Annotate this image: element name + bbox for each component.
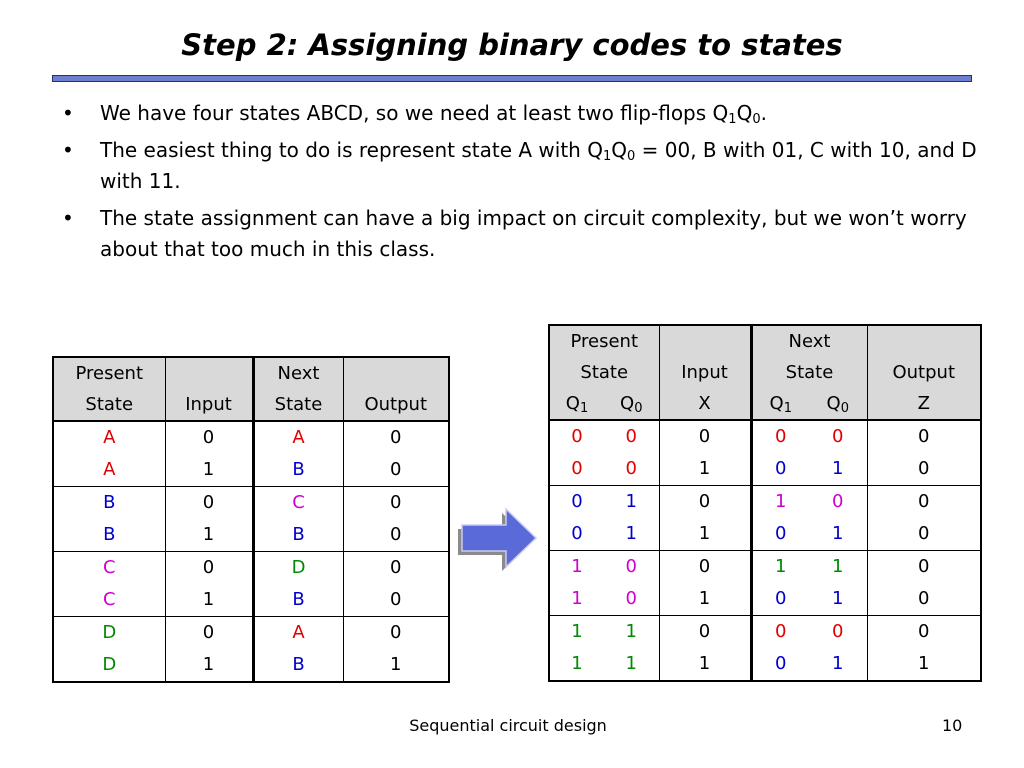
output-z-cell: 0: [867, 453, 981, 486]
bullet-dot: •: [62, 138, 74, 162]
table-row: [549, 648, 981, 681]
next-q1-cell: 0: [775, 426, 787, 447]
symbolic-state-table: [52, 356, 450, 683]
output-z-cell: 0: [918, 426, 930, 447]
output-cell: 0: [390, 622, 402, 643]
table-row: [53, 617, 449, 650]
table-row: [53, 421, 449, 454]
input-cell: 0: [165, 487, 253, 520]
header-q0: $Q_0$: [604, 388, 659, 420]
present-state-cell: B: [53, 487, 165, 520]
present-state-cell: C: [53, 584, 165, 617]
header-next: Next: [253, 357, 343, 389]
output-cell: 0: [390, 427, 402, 448]
table-row: [549, 616, 981, 649]
binary-state-table: [548, 324, 982, 682]
q0-cell: 1: [604, 518, 659, 551]
header-input: Input: [165, 389, 253, 421]
next-q0-cell: 1: [809, 583, 867, 616]
right-arrow-icon: [456, 503, 540, 573]
table-row: [549, 518, 981, 551]
next-q1-cell: 0: [751, 453, 809, 486]
next-state-cell: B: [253, 649, 343, 682]
header-output: Output: [343, 389, 449, 421]
output-z-cell: 0: [918, 491, 930, 512]
bullet-2-text: The easiest thing to do is represent state A with Q: [100, 138, 603, 162]
input-x-cell: 1: [659, 518, 751, 551]
q1-cell: 0: [571, 491, 583, 512]
input-x-cell: 1: [659, 648, 751, 681]
header-blank: [867, 325, 981, 357]
q1-cell: 0: [549, 453, 604, 486]
bullet-list: [62, 98, 982, 271]
present-state-cell: C: [53, 552, 165, 585]
present-state-cell: D: [53, 617, 165, 650]
input-x-cell: 0: [659, 486, 751, 519]
next-q0-cell: 1: [809, 551, 867, 584]
footer-title: Sequential circuit design: [409, 716, 607, 735]
output-z-cell: 0: [918, 621, 930, 642]
next-state-cell: B: [253, 584, 343, 617]
header-next-q1: $Q_1$: [751, 388, 809, 420]
bullet-1: [62, 98, 982, 129]
header-blank: [343, 357, 449, 389]
input-cell: 1: [165, 519, 253, 552]
present-state-cell: D: [53, 649, 165, 682]
table-row: [53, 649, 449, 682]
q0-cell: 0: [604, 420, 659, 453]
output-cell: 1: [390, 654, 402, 675]
subscript: 0: [626, 149, 636, 164]
next-q1-cell: 0: [751, 518, 809, 551]
next-q0-cell: 0: [809, 420, 867, 453]
header-next-state: State: [253, 389, 343, 421]
table-row: [53, 487, 449, 520]
table-row: [53, 454, 449, 487]
table-row: [549, 453, 981, 486]
q1-cell: 1: [549, 583, 604, 616]
next-q1-cell: 0: [751, 583, 809, 616]
next-state-cell: D: [253, 552, 343, 585]
output-z-cell: 0: [867, 583, 981, 616]
present-state-cell: A: [53, 421, 165, 454]
subscript: 1: [728, 112, 737, 127]
next-q0-cell: 1: [809, 648, 867, 681]
output-cell: 0: [390, 557, 402, 578]
next-q1-cell: 1: [775, 491, 787, 512]
next-state-cell: A: [253, 617, 343, 650]
present-state-cell: A: [53, 454, 165, 487]
q1-cell: 0: [549, 518, 604, 551]
present-state-cell: B: [53, 519, 165, 552]
header-next: Next: [751, 325, 867, 357]
table-row: [53, 584, 449, 617]
header-present: Present: [53, 357, 165, 389]
input-x-cell: 1: [659, 453, 751, 486]
output-cell: 0: [343, 519, 449, 552]
bullet-1-text-end: .: [760, 101, 767, 125]
input-cell: 0: [165, 421, 253, 454]
table-row: [53, 552, 449, 585]
input-x-cell: 0: [659, 551, 751, 584]
input-cell: 1: [165, 454, 253, 487]
header-output: Output: [867, 357, 981, 388]
next-q1-cell: 0: [775, 621, 787, 642]
header-q1: $Q_1$: [549, 388, 604, 420]
title-rule: [52, 75, 972, 82]
bullet-1-text-q0: Q: [736, 101, 753, 125]
header-state: State: [53, 389, 165, 421]
input-cell: 1: [165, 649, 253, 682]
next-q0-cell: 1: [809, 453, 867, 486]
next-q0-cell: 0: [809, 486, 867, 519]
q1-cell: 0: [571, 426, 583, 447]
input-x-cell: 0: [659, 616, 751, 649]
q0-cell: 1: [604, 486, 659, 519]
header-blank: [165, 357, 253, 389]
bullet-dot: •: [62, 206, 74, 230]
next-q1-cell: 1: [775, 556, 787, 577]
q0-cell: 1: [604, 616, 659, 649]
table-row: [549, 420, 981, 453]
next-state-cell: C: [253, 487, 343, 520]
page-number: 10: [942, 716, 963, 735]
q0-cell: 0: [604, 551, 659, 584]
q0-cell: 0: [604, 453, 659, 486]
output-z-cell: 1: [918, 653, 930, 674]
bullet-2-text-q0: Q: [611, 138, 627, 162]
table-row: [549, 486, 981, 519]
output-cell: 0: [390, 492, 402, 513]
table-row: [549, 583, 981, 616]
next-state-cell: A: [253, 421, 343, 454]
header-input: Input: [659, 357, 751, 388]
header-next-state: State: [751, 357, 867, 388]
output-cell: 0: [343, 454, 449, 487]
bullet-3: [62, 203, 982, 265]
next-state-cell: B: [253, 454, 343, 487]
table-row: [53, 519, 449, 552]
q0-cell: 1: [604, 648, 659, 681]
bullet-1-text: We have four states ABCD, so we need at least two flip-flops Q: [100, 101, 729, 125]
input-cell: 0: [165, 617, 253, 650]
q1-cell: 1: [571, 556, 583, 577]
q1-cell: 1: [571, 653, 583, 674]
header-blank: [659, 325, 751, 357]
subscript: 1: [602, 149, 612, 164]
bullet-2-text-end: = 00, B with 01, C with 10, and D with 11.: [100, 138, 977, 193]
input-cell: 1: [165, 584, 253, 617]
output-z-cell: 0: [918, 556, 930, 577]
subscript: 0: [752, 112, 761, 127]
next-q0-cell: 1: [809, 518, 867, 551]
bullet-2: [62, 135, 982, 197]
input-cell: 0: [165, 552, 253, 585]
next-q1-cell: 0: [775, 653, 787, 674]
q0-cell: 0: [604, 583, 659, 616]
slide-title: Step 2: Assigning binary codes to states: [181, 28, 843, 62]
output-cell: 0: [343, 584, 449, 617]
header-present: Present: [549, 325, 659, 357]
header-next-q0: $Q_0$: [809, 388, 867, 420]
input-x-cell: 1: [659, 583, 751, 616]
table-row: [549, 551, 981, 584]
q1-cell: 1: [571, 621, 583, 642]
next-q0-cell: 0: [809, 616, 867, 649]
header-z: Z: [867, 388, 981, 420]
header-x: X: [659, 388, 751, 420]
output-z-cell: 0: [867, 518, 981, 551]
bullet-dot: •: [62, 101, 74, 125]
bullet-3-text: The state assignment can have a big impact on circuit complexity, but we won’t worry about that too much in this class.: [100, 206, 967, 261]
input-x-cell: 0: [659, 420, 751, 453]
header-state: State: [549, 357, 659, 388]
next-state-cell: B: [253, 519, 343, 552]
